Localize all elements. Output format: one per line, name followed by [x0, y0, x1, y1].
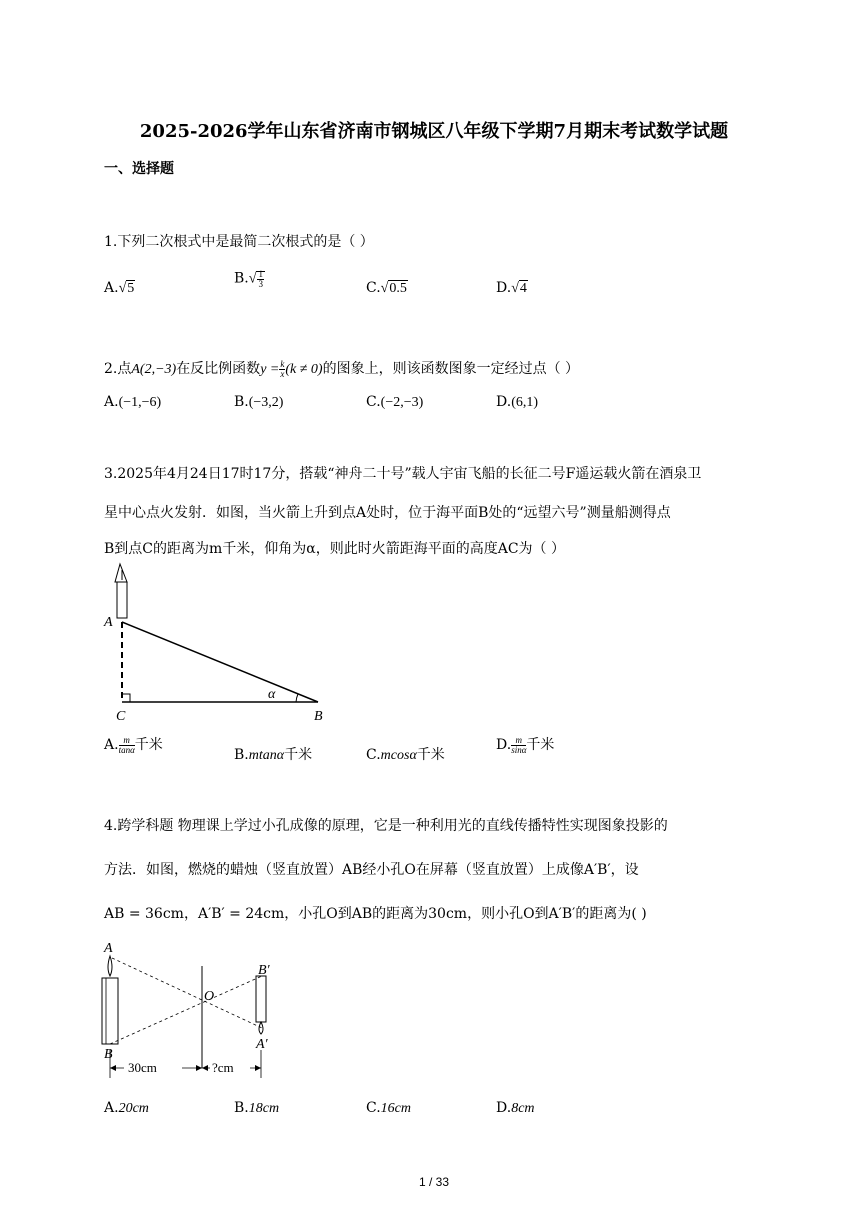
- q2-stem: 2.点A(2,−3)在反比例函数y = $\frac{k}{x}$ (k ≠ 0)的图象上，则该函数图象一定经过点（ ）: [104, 358, 580, 379]
- ray-bottom: [110, 976, 262, 1044]
- q3-line-1: 3.2025年4月24日17时17分，搭载“神舟二十号”载人宇宙飞船的长征二号F遥运载火箭在酒泉卫: [104, 466, 702, 482]
- rocket-triangle-figure: [100, 560, 340, 730]
- section-heading: 一、选择题: [104, 161, 174, 177]
- q2-option-c: C.(−2,−3): [366, 394, 424, 410]
- q3-option-d: D. $\frac{m}{\sin\alpha}$ 千米: [496, 734, 555, 755]
- pinhole-figure: [98, 938, 288, 1083]
- label-a: A: [104, 941, 113, 956]
- q2-option-a: A.(−1,−6): [104, 394, 162, 410]
- q4-option-d: D.8cm: [496, 1100, 535, 1116]
- label-b-prime: B′: [258, 963, 270, 978]
- q3-line-3: B到点C的距离为m千米，仰角为α，则此时火箭距海平面的高度AC为（ ）: [104, 541, 566, 557]
- image-body: [256, 976, 266, 1022]
- image-flame: [259, 1022, 263, 1034]
- label-c: C: [116, 709, 126, 724]
- rocket-body: [117, 582, 127, 618]
- segment-ab: [122, 622, 318, 702]
- q3-line-2: 星中心点火发射．如图，当火箭上升到点A处时，位于海平面B处的“远望六号”测量船测得点: [104, 505, 671, 521]
- q3-option-a: A. $\frac{m}{\tan\alpha}$ 千米: [104, 734, 163, 755]
- label-a: A: [104, 615, 113, 630]
- angle-arc: [296, 694, 298, 702]
- label-a-prime: A′: [256, 1037, 268, 1052]
- q1-option-b: B.√ $\frac{1}{3}$: [234, 269, 263, 289]
- q4-line-2: 方法．如图，燃烧的蜡烛（竖直放置）AB经小孔O在屏幕（竖直放置）上成像A′B′，设: [104, 862, 639, 878]
- q1-option-d: D.√4: [496, 280, 527, 296]
- q3-option-c: C.mcosα千米: [366, 747, 445, 763]
- q4-option-c: C.16cm: [366, 1100, 411, 1116]
- candle-body: [102, 978, 118, 1044]
- q3-option-b: B.mtanα千米: [234, 747, 313, 763]
- q4-option-b: B.18cm: [234, 1100, 280, 1116]
- q1-option-c: C.√0.5: [366, 280, 407, 296]
- page-number: 1 / 33: [418, 1175, 450, 1189]
- label-30cm: 30cm: [128, 1060, 157, 1075]
- q1-option-a: A.√5: [104, 280, 135, 296]
- label-b: B: [314, 709, 323, 724]
- q2-option-d: D.(6,1): [496, 394, 539, 410]
- q4-line-1: 4.跨学科题 物理课上学过小孔成像的原理，它是一种利用光的直线传播特性实现图象投影的: [104, 818, 668, 834]
- label-alpha: α: [268, 687, 276, 702]
- right-angle-mark: [122, 694, 130, 702]
- document-title: 2025-2026学年山东省济南市钢城区八年级下学期7月期末考试数学试题: [139, 121, 729, 142]
- candle-flame: [108, 956, 112, 976]
- ray-top: [112, 958, 262, 1028]
- q2-option-b: B.(−3,2): [234, 394, 284, 410]
- q1-stem: 1.下列二次根式中是最简二次根式的是（ ）: [104, 234, 374, 250]
- label-b: B: [104, 1047, 113, 1062]
- rocket-nose: [115, 564, 127, 582]
- label-o: O: [204, 989, 215, 1004]
- label-unknown-cm: ?cm: [212, 1060, 234, 1075]
- q4-option-a: A.20cm: [104, 1100, 149, 1116]
- q4-line-3: AB = 36cm，A′B′ = 24cm，小孔O到AB的距离为30cm，则小孔O到A′B′的距离为( ): [104, 906, 647, 922]
